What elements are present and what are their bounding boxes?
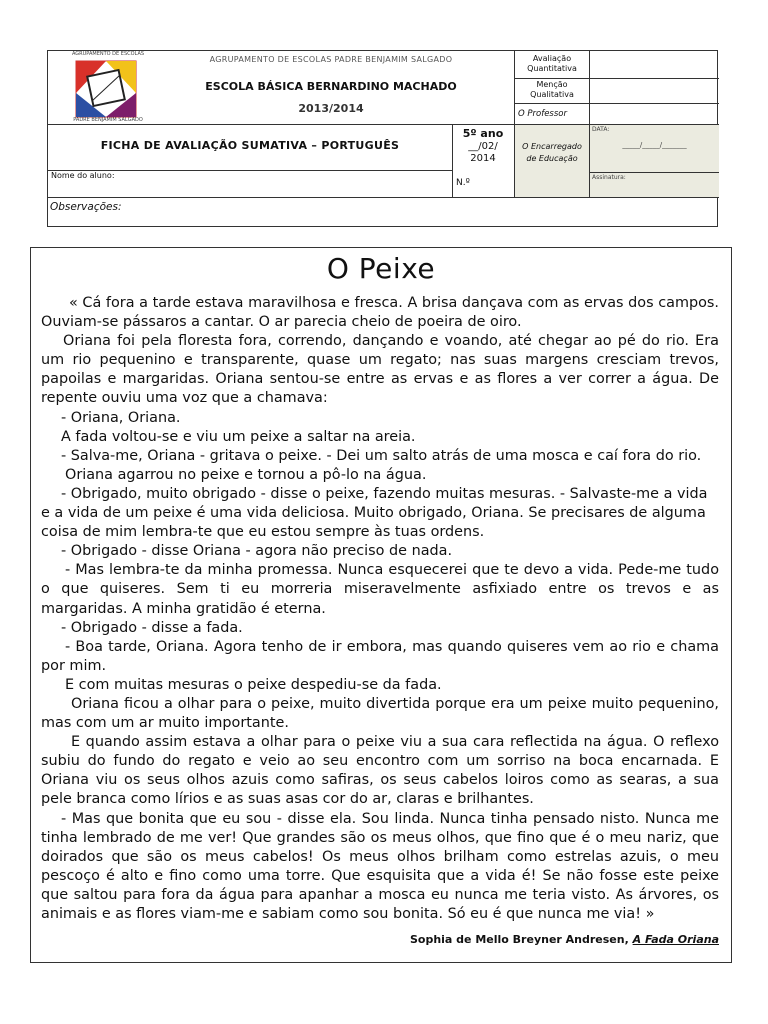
paragraph: Oriana ficou a olhar para o peixe, muito divertida porque era um peixe muito pequenino, mas com um ar muito importante. <box>41 695 719 732</box>
header-form <box>47 50 718 227</box>
paragraph: - Obrigado - disse a fada. <box>61 619 243 636</box>
paragraph: E quando assim estava a olhar para o peixe viu a sua cara reflectida na água. O reflexo subiu do fundo do regato e veio ao seu encontro com um sorriso na boca encarnada. E Oriana viu os seus olhos azuis como safiras, os seus cabelos loiros como as searas, a sua pele branca como lírios e as suas asas cor do ar, claras e brilhantes. <box>41 734 719 808</box>
signature-cell[interactable] <box>590 173 719 197</box>
date-label: DATA: <box>592 126 610 133</box>
paragraph: - Obrigado, muito obrigado - disse o peixe, fazendo muitas mesuras. - Salvaste-me a vida e a vida de um peixe é uma vida deliciosa. Muito obrigado, Oriana. Se precisares de alguma coisa de mim lembra-te que eu estou sempre às tuas ordens. <box>41 485 708 541</box>
signature-label: Assinatura: <box>592 174 626 181</box>
paragraph: « Cá fora a tarde estava maravilhosa e fresca. A brisa dançava com as ervas dos campos. Ouviam-se pássaros a cantar. O ar parecia cheio de poeira de oiro. <box>41 295 719 331</box>
guardian-label: O Encarregado de Educação <box>522 142 582 163</box>
paragraph: - Oriana, Oriana. <box>61 409 181 426</box>
divider <box>514 103 719 104</box>
paragraph: - Mas que bonita que eu sou - disse ela. Sou linda. Nunca tinha pensado nisto. Nunca me tinha lembrado de me ver! Que grandes são os meus olhos, que fino que é o meu nariz, que doirados que são os meus cabelos! Os meus olhos brilham como estrelas azuis, o meu pescoço é alto e fino como uma torre. Que esquisita que a vida é! Se não fosse este peixe que saltou para fora da água para apanhar a mosca eu nunca me teria visto. As árvores, os animais e as flores viam-me e sabiam como sou bonita. Só eu é que nunca me via! » <box>41 810 719 922</box>
source-book: A Fada Oriana <box>632 933 719 946</box>
story-box <box>30 247 732 963</box>
paragraph: - Obrigado - disse Oriana - agora não preciso de nada. <box>61 543 453 560</box>
grade: 5º ano <box>462 127 504 140</box>
divider <box>48 197 719 198</box>
observations-label: Observações: <box>50 201 122 213</box>
source-author: Sophia de Mello Breyner Andresen, <box>409 933 633 946</box>
date-year: 2014 <box>470 153 496 164</box>
school-logo <box>70 53 142 125</box>
student-name-label: Nome do aluno: <box>51 171 115 180</box>
paragraph: E com muitas mesuras o peixe despediu-se da fada. <box>65 676 442 693</box>
paragraph: - Salva-me, Oriana - gritava o peixe. - Dei um salto atrás de uma mosca e caí fora do rio. <box>61 447 702 464</box>
paragraph: Oriana agarrou no peixe e tornou a pô-lo na água. <box>65 466 427 483</box>
source-citation <box>410 933 719 946</box>
paragraph: - Mas lembra-te da minha promessa. Nunca esquecerei que te devo a vida. Pede-me tudo o que quiseres. Sem ti eu morreria miseravelmente asfixiado entre os trevos e as margaridas. A minha gratidão é eterna. <box>41 562 719 617</box>
school-year: 2013/2014 <box>298 102 364 115</box>
logo-top-text: AGRUPAMENTO DE ESCOLAS <box>71 51 145 57</box>
guardian-cell <box>515 125 589 197</box>
teacher-label: O Professor <box>518 109 567 119</box>
story-text <box>41 294 719 924</box>
paragraph: A fada voltou-se e viu um peixe a saltar na areia. <box>61 428 416 445</box>
divider <box>514 78 719 79</box>
qual-eval-label: Menção Qualitativa <box>530 80 574 99</box>
date-cell[interactable] <box>590 125 719 172</box>
number-label: N.º <box>456 178 470 188</box>
school-group: AGRUPAMENTO DE ESCOLAS PADRE BENJAMIM SALGADO <box>209 55 453 64</box>
date-month: __/02/ <box>468 141 498 152</box>
quant-eval-label: Avaliação Quantitativa <box>527 54 577 73</box>
paragraph: - Boa tarde, Oriana. Agora tenho de ir embora, mas quando quiseres vem ao rio e chama por mim. <box>41 638 719 674</box>
date-blank: _____/_____/_______ <box>622 141 687 149</box>
paragraph: Oriana foi pela floresta fora, correndo, dançando e voando, até chegar ao pé do rio. Era um rio pequenino e transparente, quase um regato; nas suas margens cresciam trevos, papoilas e margaridas. Oriana sentou-se entre as ervas e as flores a ver correr a água. De repente ouviu uma voz que a chamava: <box>41 333 719 407</box>
story-title: O Peixe <box>326 252 436 285</box>
school-name: ESCOLA BÁSICA BERNARDINO MACHADO <box>205 80 457 93</box>
sheet-title: FICHA DE AVALIAÇÃO SUMATIVA – PORTUGUÊS <box>100 139 400 152</box>
logo-bottom-text: PADRE BENJAMIM SALGADO <box>73 117 143 123</box>
